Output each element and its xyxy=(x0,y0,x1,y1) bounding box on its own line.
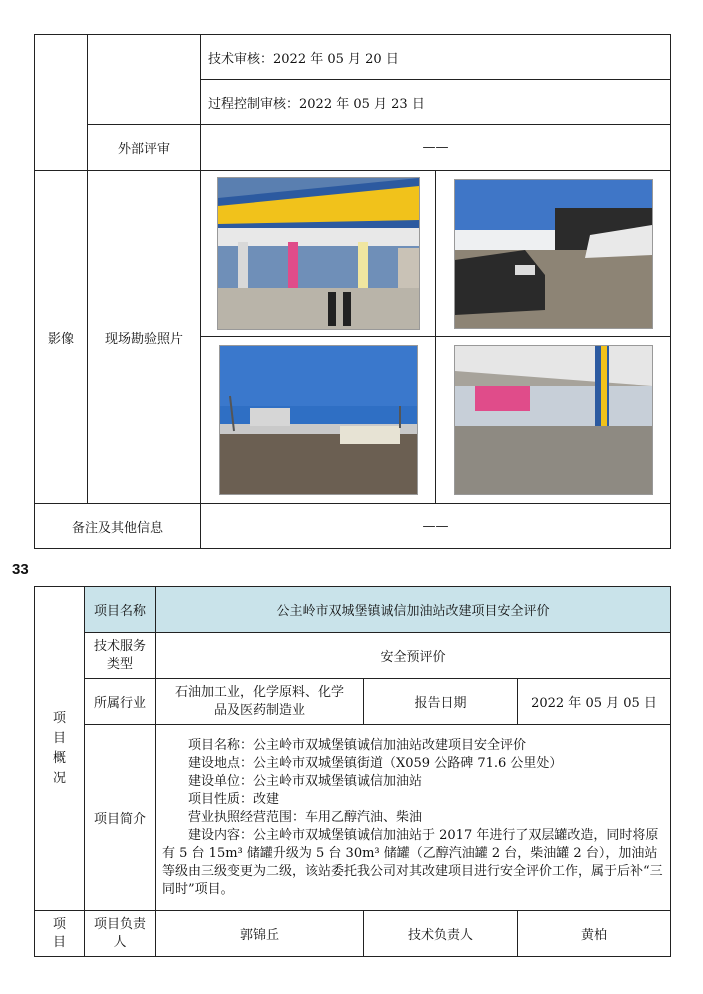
photo-cell xyxy=(201,337,436,504)
site-inspection-table xyxy=(34,34,671,549)
photo-road-view xyxy=(219,345,418,495)
site-photos-label: 现场勘验照片 xyxy=(88,171,201,504)
intro-line: 建设单位：公主岭市双城堡镇诚信加油站 xyxy=(188,773,423,789)
report-date-value: 2022 年 05 月 05 日 xyxy=(518,679,671,725)
photo-pump-area xyxy=(454,345,653,495)
notes-label: 备注及其他信息 xyxy=(35,504,201,549)
intro-line: 项目性质：改建 xyxy=(188,791,280,807)
photo-gas-station-canopy xyxy=(217,177,420,330)
notes-value: —— xyxy=(201,504,671,549)
section-number: 33 xyxy=(12,561,29,578)
intro-line: 营业执照经营范围：车用乙醇汽油、柴油 xyxy=(188,809,423,825)
process-review-date: 过程控制审核：2022 年 05 月 23 日 xyxy=(201,80,671,125)
tech-lead-label: 技术负责人 xyxy=(364,911,518,957)
service-type-label: 技术服务 类型 xyxy=(85,633,156,679)
project-lead-label: 项目负责 人 xyxy=(85,911,156,957)
service-type-value: 安全预评价 xyxy=(156,633,671,679)
photo-cell xyxy=(436,337,671,504)
industry-label: 所属行业 xyxy=(85,679,156,725)
project-name-value: 公主岭市双城堡镇诚信加油站改建项目安全评价 xyxy=(156,587,671,633)
intro-line: 项目名称：公主岭市双城堡镇诚信加油站改建项目安全评价 xyxy=(188,737,527,753)
photo-cell xyxy=(201,171,436,337)
external-review-value: —— xyxy=(201,125,671,171)
intro-line: 建设地点：公主岭市双城堡镇街道（X059 公路碑 71.6 公里处） xyxy=(188,755,563,771)
industry-value: 石油加工业，化学原料、化学 品及医药制造业 xyxy=(156,679,364,725)
intro-line: 建设内容：公主岭市双城堡镇诚信加油站于 2017 年进行了双层罐改造，同时将原有 5 台 15m³ 储罐升级为 5 台 30m³ 储罐（乙醇汽油罐 2 台，柴油罐 2 台），加油站等级由三级变更为二级，该站委托我公司对其改建项目进行安全评价工作，属于后补“三同时”项目。 xyxy=(162,827,663,897)
intro-label: 项目简介 xyxy=(85,725,156,911)
staff-label: 项 目 xyxy=(35,911,85,957)
tech-lead-value: 黄柏 xyxy=(518,911,671,957)
project-name-label: 项目名称 xyxy=(85,587,156,633)
external-review-label: 外部评审 xyxy=(88,125,201,171)
project-overview-table xyxy=(34,586,671,957)
photo-cell xyxy=(436,171,671,337)
blank-cell xyxy=(88,35,201,125)
image-label: 影像 xyxy=(35,171,88,504)
overview-label: 项 目 概 况 xyxy=(35,587,85,911)
project-lead-value: 郭锦丘 xyxy=(156,911,364,957)
photo-parked-cars xyxy=(454,179,653,329)
intro-content xyxy=(156,725,671,911)
blank-cell xyxy=(35,35,88,171)
tech-review-date: 技术审核：2022 年 05 月 20 日 xyxy=(201,35,671,80)
report-date-label: 报告日期 xyxy=(364,679,518,725)
